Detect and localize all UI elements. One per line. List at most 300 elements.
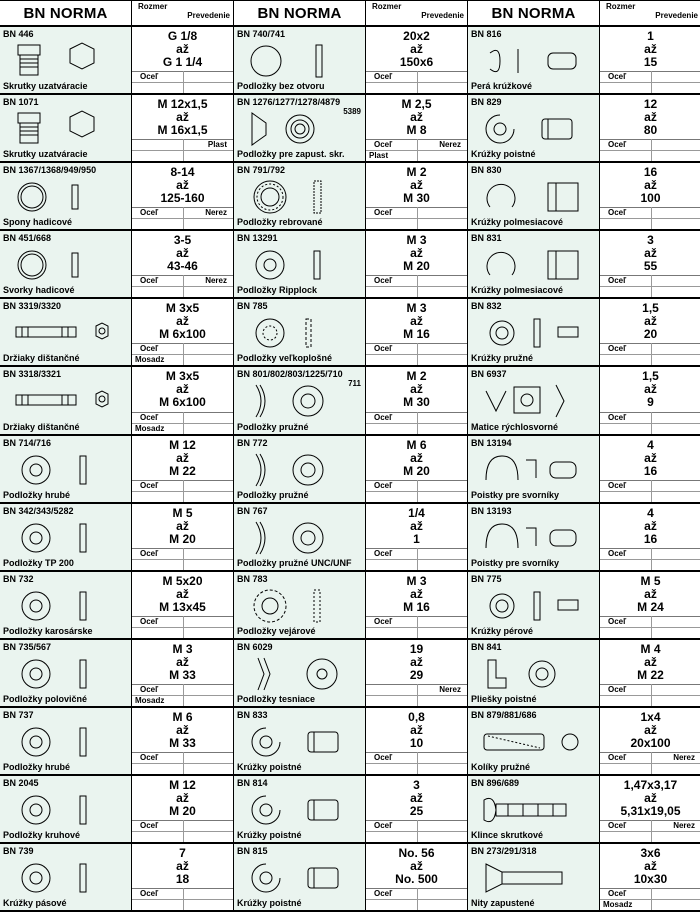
size-from: 1,47x3,17 bbox=[623, 778, 678, 793]
product-row bbox=[0, 95, 233, 163]
size-to-word: až bbox=[176, 859, 189, 874]
product-row bbox=[234, 436, 467, 504]
size-to: M 16 bbox=[403, 599, 430, 614]
product-cell bbox=[234, 776, 366, 842]
product-row bbox=[0, 572, 233, 640]
product-cell bbox=[468, 776, 600, 842]
product-code: BN 732 bbox=[3, 573, 34, 584]
material-steel: Oceľ bbox=[140, 889, 159, 899]
size-to: M 20 bbox=[403, 259, 430, 274]
size-from: M 12 bbox=[169, 778, 196, 793]
product-row bbox=[234, 231, 467, 299]
spec-cell bbox=[366, 163, 467, 229]
size-from: M 6 bbox=[172, 709, 193, 724]
size-to-word: až bbox=[410, 110, 423, 125]
material-steel: Oceľ bbox=[140, 72, 159, 82]
material-alt: Nerez bbox=[439, 684, 461, 694]
spec-cell bbox=[366, 504, 467, 570]
product-row bbox=[0, 436, 233, 504]
size-range bbox=[600, 370, 700, 409]
size-to: 150x6 bbox=[399, 55, 434, 69]
spec-cell bbox=[600, 436, 700, 502]
size-to-word: až bbox=[410, 654, 423, 669]
product-name: Podložky pružné bbox=[237, 489, 309, 500]
size-to-word: až bbox=[644, 314, 657, 329]
product-row bbox=[468, 163, 700, 231]
finish-label: Prevedenie bbox=[187, 11, 230, 20]
size-to: M 24 bbox=[637, 599, 664, 614]
product-cell bbox=[234, 640, 366, 706]
material-steel: Oceľ bbox=[140, 821, 159, 831]
product-cell bbox=[0, 27, 132, 93]
column-2 bbox=[234, 0, 467, 912]
material-grid bbox=[366, 684, 467, 706]
material-steel: Oceľ bbox=[374, 753, 393, 763]
product-row bbox=[0, 27, 233, 95]
size-to-word: až bbox=[176, 791, 189, 806]
product-name: Podložky rebrované bbox=[237, 217, 323, 228]
material-steel: Oceľ bbox=[140, 616, 159, 626]
material-steel: Oceľ bbox=[140, 344, 159, 354]
product-code: BN 446 bbox=[3, 29, 34, 39]
product-cell bbox=[0, 504, 132, 570]
material-steel: Oceľ bbox=[608, 208, 627, 218]
product-cell bbox=[234, 844, 366, 910]
finish-label: Prevedenie bbox=[655, 11, 698, 20]
size-to: 43-46 bbox=[167, 259, 198, 274]
spec-cell bbox=[600, 231, 700, 297]
size-from: 4 bbox=[647, 505, 654, 520]
spec-cell bbox=[132, 95, 233, 161]
size-range bbox=[366, 847, 467, 886]
material-grid bbox=[600, 412, 700, 434]
size-to-word: až bbox=[410, 42, 423, 56]
size-to-word: až bbox=[176, 722, 189, 737]
product-cell bbox=[234, 504, 366, 570]
material-steel: Oceľ bbox=[374, 140, 393, 150]
size-from: 20x2 bbox=[403, 29, 430, 43]
product-name: Klince skrutkové bbox=[471, 830, 544, 841]
size-to-word: až bbox=[410, 859, 423, 874]
product-name: Krúžky polmesiacové bbox=[471, 217, 564, 228]
product-name: Krúžky pérové bbox=[471, 625, 534, 636]
material-grid bbox=[132, 752, 233, 774]
size-range bbox=[132, 847, 233, 886]
material-steel: Oceľ bbox=[608, 344, 627, 354]
spec-cell bbox=[132, 844, 233, 910]
spec-cell bbox=[600, 504, 700, 570]
size-range bbox=[366, 711, 467, 750]
size-to-word: až bbox=[644, 518, 657, 533]
size-range bbox=[366, 779, 467, 818]
product-name: Podložky polovičné bbox=[3, 693, 88, 704]
spec-cell bbox=[132, 504, 233, 570]
material-grid bbox=[132, 548, 233, 570]
size-to: 10x30 bbox=[633, 872, 668, 887]
spec-cell bbox=[366, 27, 467, 93]
spec-cell bbox=[600, 367, 700, 433]
size-from: M 3x5 bbox=[165, 369, 200, 384]
product-cell bbox=[0, 95, 132, 161]
size-range bbox=[600, 779, 700, 818]
size-to-word: až bbox=[176, 178, 189, 193]
size-to-word: až bbox=[644, 722, 657, 737]
size-to-word: až bbox=[410, 382, 423, 397]
product-name: Podložky kruhové bbox=[3, 830, 81, 841]
product-row bbox=[234, 776, 467, 844]
size-range bbox=[132, 507, 233, 546]
product-row bbox=[234, 163, 467, 231]
product-row bbox=[234, 844, 467, 912]
product-row bbox=[468, 504, 700, 572]
product-row bbox=[468, 708, 700, 776]
product-code-extra: 5389 bbox=[343, 107, 361, 117]
size-range bbox=[366, 439, 467, 478]
size-range bbox=[366, 234, 467, 273]
column-header bbox=[0, 0, 233, 27]
product-code: BN 13291 bbox=[237, 233, 278, 244]
size-from: 3 bbox=[413, 778, 420, 793]
material-alt: Nerez bbox=[673, 753, 695, 763]
size-to-word: až bbox=[644, 791, 657, 806]
material-grid bbox=[600, 548, 700, 570]
product-cell bbox=[0, 367, 132, 433]
product-name: Podložky bez otvoru bbox=[237, 81, 325, 92]
product-code: BN 1367/1368/949/950 bbox=[3, 165, 97, 176]
product-code: BN 831 bbox=[471, 233, 502, 244]
size-from: M 3 bbox=[172, 641, 193, 656]
material-steel: Oceľ bbox=[374, 889, 393, 899]
spec-cell bbox=[366, 708, 467, 774]
material-grid bbox=[366, 888, 467, 910]
product-cell bbox=[468, 640, 600, 706]
material-steel: Oceľ bbox=[374, 412, 393, 422]
material-grid bbox=[366, 207, 467, 229]
size-range bbox=[600, 439, 700, 478]
product-code: BN 767 bbox=[237, 505, 268, 516]
size-to-word: až bbox=[410, 586, 423, 601]
product-row bbox=[468, 436, 700, 504]
material-steel: Oceľ bbox=[140, 753, 159, 763]
size-range bbox=[600, 507, 700, 546]
product-name: Spony hadicové bbox=[3, 217, 73, 228]
product-cell bbox=[468, 436, 600, 502]
product-code: BN 2045 bbox=[3, 778, 39, 789]
size-from: No. 56 bbox=[398, 846, 435, 861]
product-code: BN 3318/3321 bbox=[3, 369, 62, 380]
product-name: Podložky pružné bbox=[237, 421, 309, 432]
product-code: BN 815 bbox=[237, 846, 268, 857]
spec-cell bbox=[132, 163, 233, 229]
spec-cell bbox=[366, 572, 467, 638]
column-3 bbox=[468, 0, 700, 912]
size-from: M 3x5 bbox=[165, 301, 200, 316]
material-grid bbox=[366, 71, 467, 93]
spec-cell bbox=[366, 776, 467, 842]
product-code: BN 740/741 bbox=[237, 29, 286, 39]
material-alt: Nerez bbox=[439, 140, 461, 150]
spec-cell bbox=[600, 163, 700, 229]
spec-cell bbox=[132, 231, 233, 297]
size-range bbox=[132, 711, 233, 750]
product-row bbox=[234, 27, 467, 95]
product-row bbox=[0, 640, 233, 708]
material-extra: Plast bbox=[369, 151, 389, 161]
size-to: 100 bbox=[640, 191, 661, 206]
material-alt: Plast bbox=[207, 140, 227, 150]
size-to: 29 bbox=[409, 667, 424, 682]
spec-cell bbox=[132, 572, 233, 638]
product-code: BN 841 bbox=[471, 641, 502, 652]
product-name: Krúžky pružné bbox=[471, 353, 534, 364]
material-grid bbox=[366, 480, 467, 502]
size-from: G 1/8 bbox=[167, 29, 198, 43]
product-code: BN 13193 bbox=[471, 505, 512, 516]
size-to: M 30 bbox=[403, 395, 430, 410]
material-grid bbox=[366, 548, 467, 570]
material-steel: Oceľ bbox=[608, 753, 627, 763]
material-steel: Oceľ bbox=[608, 616, 627, 626]
product-cell bbox=[234, 367, 366, 433]
material-steel: Oceľ bbox=[374, 72, 393, 82]
size-to-word: až bbox=[176, 450, 189, 465]
product-name: Krúžky polmesiacové bbox=[471, 285, 564, 296]
material-grid bbox=[132, 412, 233, 434]
size-to: No. 500 bbox=[395, 872, 438, 887]
size-to: M 33 bbox=[169, 667, 196, 682]
size-range bbox=[600, 166, 700, 205]
material-alt: Nerez bbox=[673, 821, 695, 831]
product-cell bbox=[0, 844, 132, 910]
size-label: Rozmer bbox=[138, 2, 168, 11]
size-range bbox=[132, 779, 233, 818]
column-header bbox=[468, 0, 700, 27]
product-code: BN 739 bbox=[3, 846, 34, 857]
size-range bbox=[132, 302, 233, 341]
size-to: M 33 bbox=[169, 735, 196, 750]
material-extra: Mosadz bbox=[135, 695, 165, 705]
product-cell bbox=[0, 436, 132, 502]
product-name: Podložky hrubé bbox=[3, 762, 71, 773]
size-to-word: až bbox=[410, 178, 423, 193]
material-grid bbox=[132, 139, 233, 161]
spec-cell bbox=[366, 640, 467, 706]
product-row bbox=[0, 776, 233, 844]
product-cell bbox=[234, 572, 366, 638]
product-code: BN 791/792 bbox=[237, 165, 286, 176]
size-to-word: až bbox=[176, 654, 189, 669]
size-to: 18 bbox=[175, 872, 190, 887]
material-steel: Oceľ bbox=[608, 548, 627, 558]
size-to-word: až bbox=[176, 246, 189, 261]
product-cell bbox=[234, 163, 366, 229]
size-range bbox=[132, 643, 233, 682]
material-steel: Oceľ bbox=[140, 480, 159, 490]
header-labels bbox=[600, 1, 700, 25]
material-steel: Oceľ bbox=[140, 684, 159, 694]
material-steel: Oceľ bbox=[374, 480, 393, 490]
product-row bbox=[0, 299, 233, 367]
size-from: 7 bbox=[179, 846, 186, 861]
size-to: 15 bbox=[643, 55, 658, 69]
size-to-word: až bbox=[410, 246, 423, 261]
size-from: M 2 bbox=[406, 165, 427, 180]
product-row bbox=[234, 367, 467, 435]
material-grid bbox=[600, 684, 700, 706]
size-range bbox=[600, 98, 700, 137]
size-to: 1 bbox=[413, 531, 420, 546]
spec-cell bbox=[600, 299, 700, 365]
material-steel: Oceľ bbox=[140, 412, 159, 422]
material-grid bbox=[132, 343, 233, 365]
material-steel: Oceľ bbox=[608, 140, 627, 150]
product-code: BN 1276/1277/1278/4879 bbox=[237, 97, 341, 108]
material-grid bbox=[366, 139, 467, 161]
size-from: 12 bbox=[643, 97, 658, 112]
size-from: 1 bbox=[647, 29, 654, 43]
product-name: Poistky pre svorníky bbox=[471, 489, 560, 500]
spec-cell bbox=[600, 708, 700, 774]
product-code: BN 6937 bbox=[471, 369, 507, 380]
size-from: M 4 bbox=[640, 641, 661, 656]
size-to-word: až bbox=[176, 314, 189, 329]
size-to: M 13x45 bbox=[159, 599, 206, 614]
product-name: Podložky karosárske bbox=[3, 625, 93, 636]
size-from: M 12x1,5 bbox=[157, 97, 208, 112]
product-code: BN 785 bbox=[237, 301, 268, 312]
spec-cell bbox=[132, 436, 233, 502]
size-to: M 6x100 bbox=[159, 327, 206, 342]
product-cell bbox=[234, 95, 366, 161]
material-grid bbox=[600, 275, 700, 297]
material-alt: Nerez bbox=[205, 208, 227, 218]
product-name: Krúžky poistné bbox=[237, 830, 302, 841]
material-steel: Oceľ bbox=[374, 616, 393, 626]
spec-cell bbox=[132, 367, 233, 433]
material-grid bbox=[600, 139, 700, 161]
size-range bbox=[600, 30, 700, 69]
header-labels bbox=[132, 1, 233, 25]
size-range bbox=[366, 507, 467, 546]
product-code: BN 775 bbox=[471, 573, 502, 584]
size-to-word: až bbox=[644, 859, 657, 874]
product-name: Krúžky poistné bbox=[471, 149, 536, 160]
size-to: 20 bbox=[643, 327, 658, 342]
product-row bbox=[468, 95, 700, 163]
size-to: 25 bbox=[409, 804, 424, 819]
material-steel: Oceľ bbox=[374, 548, 393, 558]
size-from: M 12 bbox=[169, 437, 196, 452]
product-cell bbox=[234, 27, 366, 93]
size-to: M 16x1,5 bbox=[157, 123, 208, 138]
size-to-word: až bbox=[176, 110, 189, 125]
product-name: Podložky TP 200 bbox=[3, 557, 74, 568]
product-code: BN 879/881/686 bbox=[471, 709, 537, 720]
product-row bbox=[0, 367, 233, 435]
material-alt: Nerez bbox=[205, 276, 227, 286]
product-name: Podložky pre zapust. skr. bbox=[237, 149, 345, 160]
size-from: 3-5 bbox=[173, 233, 192, 248]
product-cell bbox=[468, 572, 600, 638]
size-range bbox=[600, 643, 700, 682]
product-name: Krúžky poistné bbox=[237, 762, 302, 773]
product-name: Krúžky poistné bbox=[237, 898, 302, 909]
product-name: Pliešky poistné bbox=[471, 693, 537, 704]
product-code: BN 3319/3320 bbox=[3, 301, 62, 312]
product-row bbox=[468, 776, 700, 844]
product-row bbox=[234, 504, 467, 572]
size-to: M 6x100 bbox=[159, 395, 206, 410]
product-cell bbox=[0, 299, 132, 365]
size-to-word: až bbox=[644, 246, 657, 261]
size-to-word: až bbox=[644, 382, 657, 397]
product-row bbox=[468, 367, 700, 435]
size-to-word: až bbox=[644, 450, 657, 465]
spec-cell bbox=[366, 844, 467, 910]
product-row bbox=[468, 640, 700, 708]
size-to-word: až bbox=[410, 791, 423, 806]
size-to-word: až bbox=[644, 42, 657, 56]
material-grid bbox=[600, 480, 700, 502]
material-steel: Oceľ bbox=[608, 821, 627, 831]
size-range bbox=[366, 643, 467, 682]
size-range bbox=[132, 30, 233, 69]
material-steel: Oceľ bbox=[608, 412, 627, 422]
spec-cell bbox=[600, 27, 700, 93]
material-grid bbox=[132, 684, 233, 706]
product-name: Držiaky dištančné bbox=[3, 421, 80, 432]
material-extra: Mosadz bbox=[135, 355, 165, 365]
material-grid bbox=[132, 888, 233, 910]
product-row bbox=[234, 95, 467, 163]
spec-cell bbox=[600, 776, 700, 842]
size-from: 16 bbox=[643, 165, 658, 180]
product-code: BN 735/567 bbox=[3, 641, 52, 652]
product-name: Podložky vejárové bbox=[237, 625, 316, 636]
material-steel: Oceľ bbox=[374, 821, 393, 831]
size-range bbox=[366, 98, 467, 137]
material-grid bbox=[132, 480, 233, 502]
size-to: 80 bbox=[643, 123, 658, 138]
size-range bbox=[132, 575, 233, 614]
product-name: Matice rýchlosvorné bbox=[471, 421, 559, 432]
product-name: Podložky tesniace bbox=[237, 693, 316, 704]
size-to: M 20 bbox=[403, 463, 430, 478]
material-grid bbox=[600, 888, 700, 910]
size-to: 16 bbox=[643, 463, 658, 478]
size-to-word: až bbox=[410, 314, 423, 329]
product-cell bbox=[234, 299, 366, 365]
spec-cell bbox=[600, 640, 700, 706]
size-to: G 1 1/4 bbox=[162, 55, 203, 69]
size-from: 8-14 bbox=[170, 165, 195, 180]
product-cell bbox=[468, 367, 600, 433]
product-code: BN 814 bbox=[237, 778, 268, 789]
product-name: Krúžky pásové bbox=[3, 898, 67, 909]
size-from: M 3 bbox=[406, 301, 427, 316]
spec-cell bbox=[132, 640, 233, 706]
product-name: Podložky veľkoplošné bbox=[237, 353, 332, 364]
product-cell bbox=[468, 299, 600, 365]
product-code-extra: 711 bbox=[348, 379, 361, 389]
material-grid bbox=[366, 616, 467, 638]
product-code: BN 451/668 bbox=[3, 233, 52, 244]
spec-cell bbox=[132, 27, 233, 93]
product-name: Svorky hadicové bbox=[3, 285, 75, 296]
product-code: BN 13194 bbox=[471, 437, 512, 448]
product-cell bbox=[468, 95, 600, 161]
product-name: Skrutky uzatváracie bbox=[3, 81, 88, 92]
